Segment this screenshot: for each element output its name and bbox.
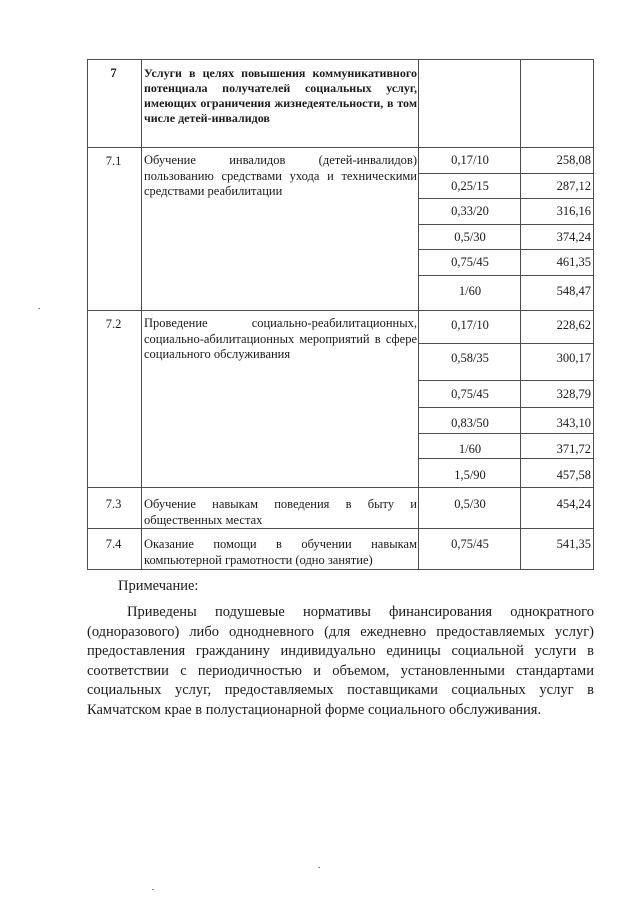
rate-code: 0,75/45 bbox=[451, 387, 489, 401]
row-divider bbox=[418, 173, 594, 174]
rate-code: 0,5/30 bbox=[454, 230, 486, 244]
rate-code: 0,25/15 bbox=[451, 179, 489, 193]
rate-value: 374,24 bbox=[556, 230, 591, 244]
service-number: 7.4 bbox=[105, 537, 122, 551]
tariff-table bbox=[87, 59, 594, 570]
row-divider bbox=[87, 528, 594, 529]
service-name: Оказание помощи в обучении навыкам компьютерной грамотности (одно занятие) bbox=[144, 537, 417, 567]
row-divider bbox=[418, 224, 594, 225]
note-title: Примечание: bbox=[118, 578, 199, 594]
rate-code: 0,17/10 bbox=[451, 318, 489, 332]
rate-value: 541,35 bbox=[556, 537, 591, 551]
section-number: 7 bbox=[110, 66, 117, 80]
rate-value: 454,24 bbox=[556, 497, 591, 511]
rate-value: 461,35 bbox=[556, 255, 591, 269]
row-divider bbox=[418, 198, 594, 199]
rate-code: 0,58/35 bbox=[451, 351, 489, 365]
rate-code: 0,17/10 bbox=[451, 153, 489, 167]
column-divider bbox=[520, 59, 521, 570]
rate-code: 0,33/20 bbox=[451, 204, 489, 218]
rate-value: 343,10 bbox=[556, 416, 591, 430]
table-border-left bbox=[87, 59, 88, 570]
rate-value: 228,62 bbox=[556, 318, 591, 332]
row-divider bbox=[87, 147, 594, 148]
row-divider bbox=[418, 407, 594, 408]
rate-code: 0,75/45 bbox=[451, 255, 489, 269]
row-divider bbox=[418, 275, 594, 276]
section-title: Услуги в целях повышения коммуникативного потенциала получателей социальных услуг, имеющих ограничения жизнедеятельности, в том числе детей-инвалидов bbox=[144, 66, 417, 125]
row-divider bbox=[87, 310, 594, 311]
table-border-right bbox=[593, 59, 594, 570]
rate-code: 1,5/90 bbox=[454, 468, 486, 482]
row-divider bbox=[418, 458, 594, 459]
scan-speck bbox=[152, 889, 154, 890]
row-divider bbox=[418, 249, 594, 250]
rate-value: 548,47 bbox=[556, 284, 591, 298]
service-number: 7.3 bbox=[105, 497, 122, 511]
row-divider bbox=[418, 380, 594, 381]
row-divider bbox=[418, 433, 594, 434]
rate-value: 328,79 bbox=[556, 387, 591, 401]
column-divider bbox=[141, 59, 142, 570]
rate-value: 287,12 bbox=[556, 179, 591, 193]
rate-value: 316,16 bbox=[556, 204, 591, 218]
column-divider bbox=[418, 59, 419, 570]
rate-value: 300,17 bbox=[556, 351, 591, 365]
scan-speck bbox=[318, 867, 320, 868]
rate-code: 0,83/50 bbox=[451, 416, 489, 430]
service-number: 7.1 bbox=[105, 154, 122, 168]
scan-speck bbox=[38, 308, 40, 309]
rate-code: 0,75/45 bbox=[451, 537, 489, 551]
rate-value: 457,58 bbox=[556, 468, 591, 482]
service-number: 7.2 bbox=[105, 317, 122, 331]
table-border-bottom bbox=[87, 569, 594, 570]
rate-value: 258,08 bbox=[556, 153, 591, 167]
rate-value: 371,72 bbox=[556, 442, 591, 456]
rate-code: 0,5/30 bbox=[454, 497, 486, 511]
rate-code: 1/60 bbox=[458, 442, 482, 456]
service-name: Обучение инвалидов (детей-инвалидов) пользованию средствами ухода и техническими средствами реабилитации bbox=[144, 153, 417, 198]
row-divider bbox=[418, 343, 594, 344]
note-text: Приведены подушевые нормативы финансирования однократного (одноразового) либо однодневного (для ежедневно предоставляемых услуг) предоставления гражданину индивидуально единицы социальной услуги в соответствии с периодичностью и объемом, установленными стандартами социальных услуг, предоставляемых поставщиками социальных услуг в Камчатском крае в полустационарной форме социального обслуживания. bbox=[87, 604, 594, 718]
service-name: Обучение навыкам поведения в быту и общественных местах bbox=[144, 497, 417, 527]
table-border-top bbox=[87, 59, 594, 60]
row-divider bbox=[87, 487, 594, 488]
service-name: Проведение социально-реабилитационных, социально-абилитационных мероприятий в сфере социального обслуживания bbox=[144, 316, 417, 361]
rate-code: 1/60 bbox=[458, 284, 482, 298]
